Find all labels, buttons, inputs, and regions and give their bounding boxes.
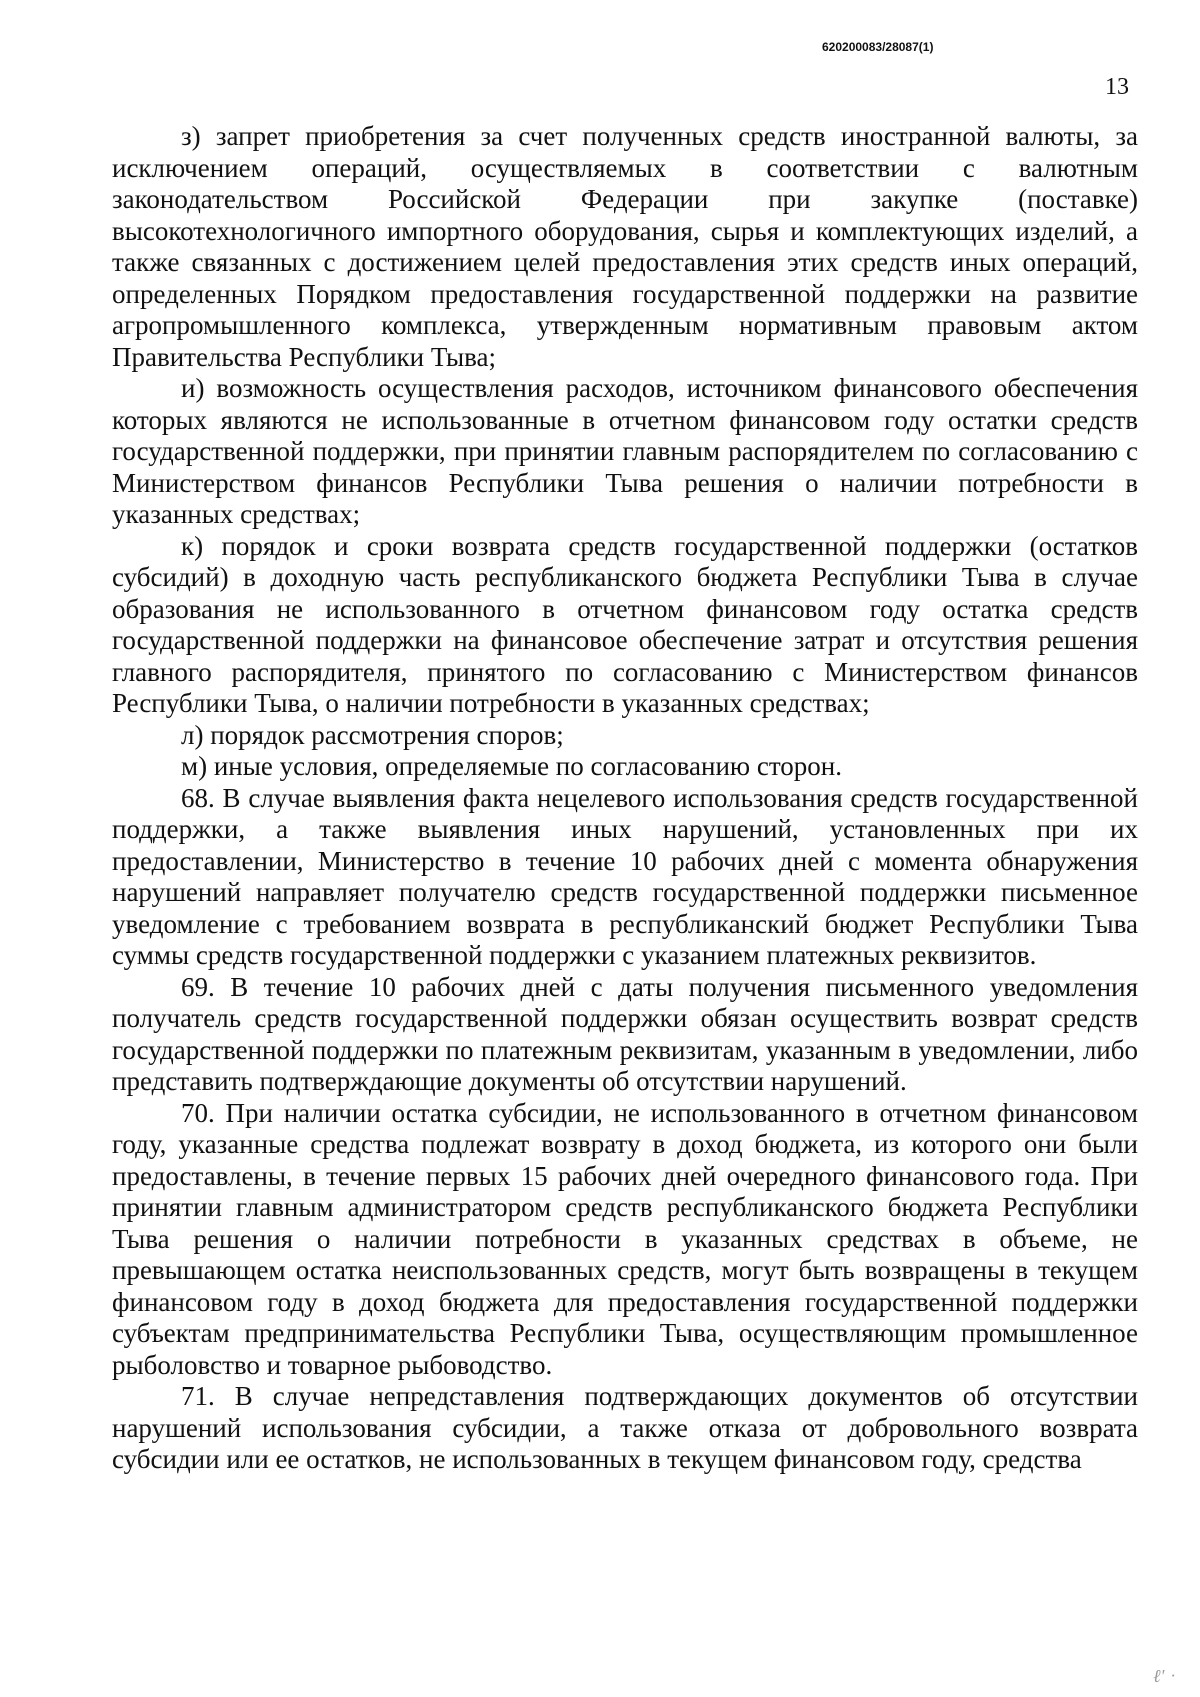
paragraph-l: л) порядок рассмотрения споров;: [181, 719, 564, 750]
paragraph-70: 70. При наличии остатка субсидии, не использованного в отчетном финансовом году, указанные средства подлежат возврату в доход бюджета, из которого они были предоставлены, в течение первых 15 рабочих дней очередного финансового года. При принятии главным администратором средств республиканского бюджета Республики Тыва решения о наличии потребности в указанных средствах в объеме, не превышающем остатка неиспользованных средств, могут быть возвращены в текущем финансовом году в доход бюджета для предоставления государственной поддержки субъектам предпринимательства Республики Тыва, осуществляющим промышленное рыболовство и товарное рыбоводство.: [112, 1097, 1138, 1380]
paragraph-k: к) порядок и сроки возврата средств государственной поддержки (остатков субсидий) в доходную часть республиканского бюджета Республики Тыва в случае образования не использованного в отчетном финансовом году остатка средств государственной поддержки на финансовое обеспечение затрат и отсутствия решения главного распорядителя, принятого по согласованию с Министерством финансов Республики Тыва, о наличии потребности в указанных средствах;: [112, 530, 1138, 718]
paragraph-z: з) запрет приобретения за счет полученных средств иностранной валюты, за исключением операций, осуществляемых в соответствии с валютным законодательством Российской Федерации при закупке (поставке) высокотехнологичного импортного оборудования, сырья и комплектующих изделий, а также связанных с достижением целей предоставления этих средств иных операций, определенных Порядком предоставления государственной поддержки на развитие агропромышленного комплекса, утвержденным нормативным правовым актом Правительства Республики Тыва;: [112, 121, 1138, 372]
page-number: 13: [1105, 74, 1129, 100]
paragraph-i: и) возможность осуществления расходов, источником финансового обеспечения которых являются не использованные в отчетном финансовом году остатки средств государственной поддержки, при принятии главным распорядителем по согласованию с Министерством финансов Республики Тыва решения о наличии потребности в указанных средствах;: [112, 373, 1138, 529]
document-id: 620200083/28087(1): [822, 40, 934, 54]
handwritten-mark: ℓ' ᐧ: [1153, 1666, 1174, 1686]
paragraph-m: м) иные условия, определяемые по согласованию сторон.: [181, 751, 842, 781]
paragraph-68: 68. В случае выявления факта нецелевого использования средств государственной поддержки, а также выявления иных нарушений, установленных при их предоставлении, Министерство в течение 10 рабочих дней с момента обнаружения нарушений направляет получателю средств государственной поддержки письменное уведомление с требованием возврата в республиканский бюджет Республики Тыва суммы средств государственной поддержки с указанием платежных реквизитов.: [112, 782, 1138, 970]
document-body: [112, 121, 1138, 1476]
paragraph-69: 69. В течение 10 рабочих дней с даты получения письменного уведомления получатель средств государственной поддержки обязан осуществить возврат средств государственной поддержки по платежным реквизитам, указанным в уведомлении, либо представить подтверждающие документы об отсутствии нарушений.: [112, 971, 1138, 1096]
paragraph-71: 71. В случае непредставления подтверждающих документов об отсутствии нарушений использования субсидии, а также отказа от добровольного возврата субсидии или ее остатков, не использованных в текущем финансовом году, средства: [112, 1381, 1138, 1474]
